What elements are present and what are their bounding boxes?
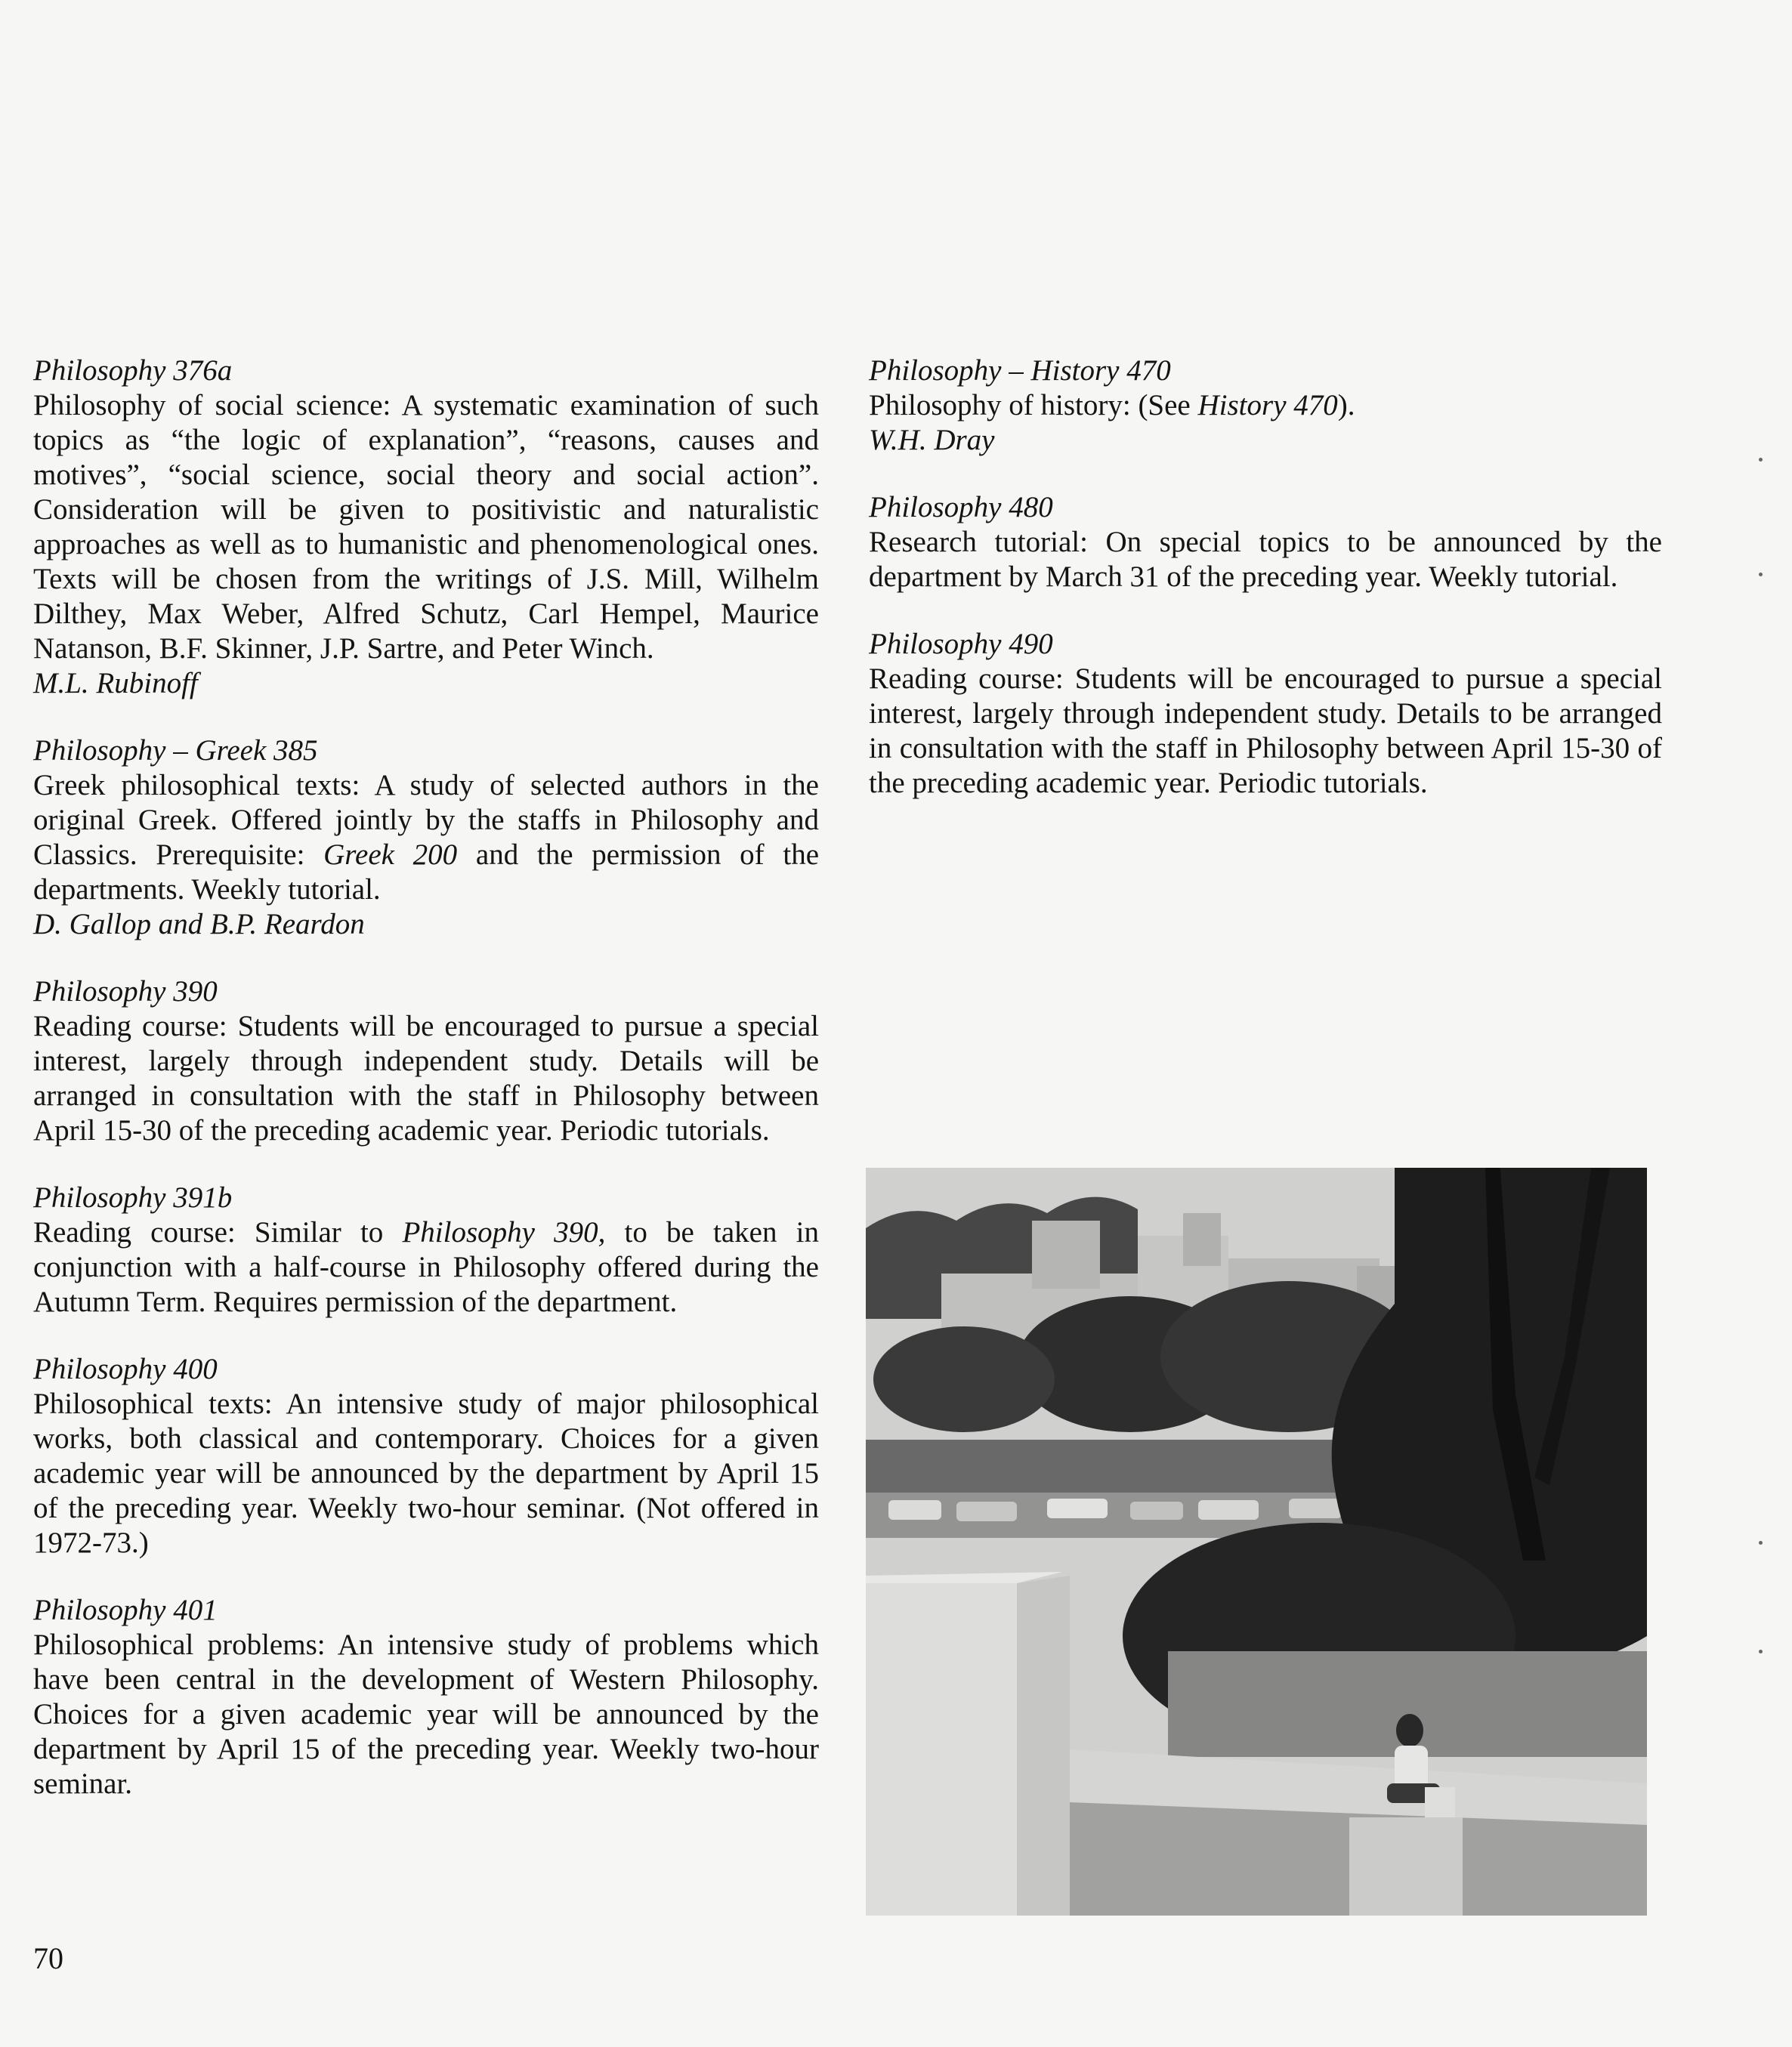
course-instructor: M.L. Rubinoff — [33, 667, 198, 699]
description-text: Reading course: Students will be encouraged to pursue a special interest, largely through independent study. Details will be arranged in consultation with the staff in Philosophy between April 15-30 of the preceding academic year. Periodic tutorials. — [33, 1010, 819, 1147]
prerequisite-course: Greek 200 — [323, 838, 458, 871]
scan-speck — [1759, 573, 1763, 576]
course-entry-480 — [869, 490, 1662, 594]
description-text: Philosophy of social science: A systematic examination of such topics as “the logic of explanation”, “reasons, causes and motives”, “social science, social theory and social action”. Consideration will be given to positivistic and naturalistic approaches as well as to humanistic and phenomenological ones. Texts will be chosen from the writings of J.S. Mill, Wilhelm Dilthey, Max Weber, Alfred Schutz, Carl Hempel, Maurice Natanson, B.F. Skinner, J.P. Sartre, and Peter Winch. — [33, 389, 819, 665]
campus-photograph — [866, 1168, 1647, 1916]
referenced-course: Philosophy 390, — [402, 1216, 606, 1249]
page-number: 70 — [33, 1941, 63, 1975]
description-text: to be taken in conjunction with a half-course in Philosophy offered during the Autumn Term. Requires permission of the department. — [33, 1216, 819, 1318]
left-column — [33, 354, 819, 1834]
scan-speck — [1759, 1541, 1763, 1545]
course-entry-391b — [33, 1181, 819, 1320]
description-text: Philosophical problems: An intensive study of problems which have been central in the development of Western Philosophy. Choices for a given academic year will be announced by the department by April 15 of the preceding year. Weekly two-hour seminar. — [33, 1629, 819, 1800]
course-description — [869, 662, 1662, 801]
course-instructor: D. Gallop and B.P. Reardon — [33, 908, 365, 940]
course-description — [33, 1215, 819, 1320]
description-text: ). — [1337, 389, 1355, 421]
course-description — [869, 525, 1662, 594]
course-instructor: W.H. Dray — [869, 424, 995, 456]
course-code: Philosophy 480 — [869, 491, 1053, 523]
course-entry-401 — [33, 1593, 819, 1802]
course-description — [869, 388, 1662, 423]
course-description — [33, 768, 819, 907]
course-code: Philosophy – History 470 — [869, 354, 1171, 387]
description-text: and the permission of the departments. Weekly tutorial. — [33, 838, 820, 906]
course-code: Philosophy 400 — [33, 1353, 218, 1385]
description-text: Reading course: Students will be encouraged to pursue a special interest, largely through independent study. Details to be arranged in consultation with the staff in Philosophy between April 15-30 of the preceding academic year. Periodic tutorials. — [869, 662, 1662, 799]
description-text: Philosophical texts: An intensive study of major philosophical works, both classical and contemporary. Choices for a given academic year will be announced by the department by April 15 of the preceding year. Weekly two-hour seminar. (Not offered in 1972-73.) — [33, 1388, 819, 1559]
scan-speck — [1759, 1650, 1763, 1653]
course-code: Philosophy – Greek 385 — [33, 734, 318, 767]
course-code: Philosophy 390 — [33, 975, 218, 1008]
course-code: Philosophy 376a — [33, 354, 233, 387]
description-text: Philosophy of history: (See — [869, 389, 1198, 421]
right-column — [869, 354, 1662, 833]
course-entry-376a — [33, 354, 819, 701]
referenced-course: History 470 — [1197, 389, 1338, 421]
course-entry-490 — [869, 627, 1662, 801]
course-code: Philosophy 490 — [869, 628, 1053, 660]
description-text: Greek philosophical texts: A study of selected authors in the original Greek. Offered jointly by the staffs in Philosophy and Classics. Prerequisite: — [33, 769, 819, 871]
course-code: Philosophy 401 — [33, 1594, 218, 1626]
description-text: Research tutorial: On special topics to be announced by the department by March 31 of the preceding year. Weekly tutorial. — [869, 526, 1662, 593]
course-description — [33, 388, 819, 666]
course-description — [33, 1387, 819, 1561]
course-entry-390 — [33, 974, 819, 1148]
course-description — [33, 1628, 819, 1802]
course-description — [33, 1009, 819, 1148]
course-entry-history-470 — [869, 354, 1662, 458]
scan-speck — [1759, 458, 1763, 462]
description-text: Reading course: Similar to — [33, 1216, 403, 1249]
course-code: Philosophy 391b — [33, 1181, 233, 1214]
course-entry-greek-385 — [33, 733, 819, 942]
course-entry-400 — [33, 1352, 819, 1561]
